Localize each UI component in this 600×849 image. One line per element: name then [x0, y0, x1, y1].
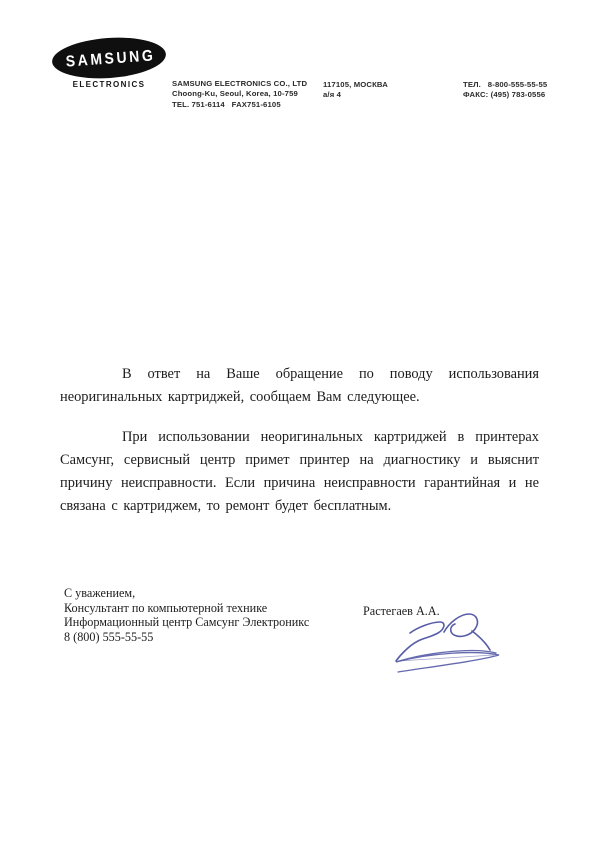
- signer-title-2: Информационный центр Самсунг Электроникс: [64, 615, 310, 630]
- signer-title-1: Консультант по компьютерной технике: [64, 600, 268, 615]
- samsung-logo-subbrand: ELECTRONICS: [72, 80, 146, 89]
- letterhead-moscow-address-block: [323, 80, 388, 101]
- signer-name: Растегаев А.А.: [363, 604, 440, 618]
- moscow-postcode-city: 117105, МОСКВА: [323, 80, 388, 89]
- signer-phone: 8 (800) 555-55-55: [64, 629, 154, 644]
- moscow-po-box: а/я 4: [323, 90, 342, 100]
- samsung-logo-text: SAMSUNG: [65, 45, 156, 70]
- signature-block: [64, 586, 309, 644]
- letterhead-company-block: [172, 79, 307, 110]
- letterhead-contacts-block: [463, 80, 547, 101]
- letter-paragraph-1: В ответ на Ваше обращение по поводу использования неоригинальных картриджей, сообщаем Вам следующее.: [60, 366, 539, 405]
- closing-line: С уважением,: [64, 586, 136, 600]
- company-name: SAMSUNG ELECTRONICS CO., LTD: [172, 79, 308, 88]
- contact-fax: ФАКС: (495) 783-0556: [463, 90, 546, 100]
- handwritten-signature-icon: [384, 609, 512, 677]
- samsung-logo: [51, 34, 168, 82]
- contact-phone: ТЕЛ. 8-800-555-55-55: [463, 80, 548, 89]
- company-address: Choong-Ku, Seoul, Korea, 10-759: [172, 89, 298, 99]
- company-phone-fax: TEL. 751-6114 FAX751-6105: [172, 99, 281, 109]
- letter-paragraph-2: При использовании неоригинальных картриджей в принтерах Самсунг, сервисный центр примет принтер на диагностику и выяснит причину неисправности. Если причина неисправности гарантийная и не связана с картриджем, то ремонт будет бесплатным.: [60, 429, 539, 514]
